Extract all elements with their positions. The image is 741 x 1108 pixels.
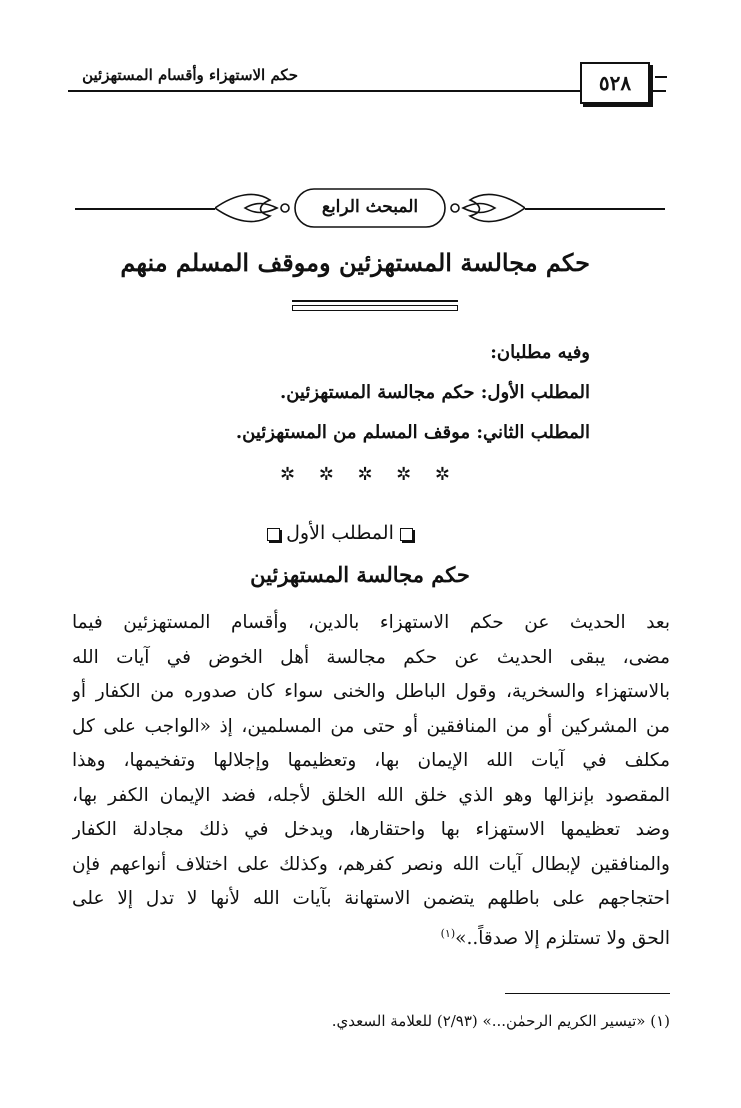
- body-line: مكلف في آيات الله الإيمان بها، وتعظيمها وإجلالها وتفخيمها، وهذا: [72, 750, 670, 771]
- footnote-ref[interactable]: (١): [440, 926, 456, 940]
- body-line: من المشركين أو من المنافقين أو حتى من المسلمين، إذ «الواجب على كل: [72, 715, 670, 737]
- separator-stars: [280, 464, 450, 485]
- section-ornament: [75, 182, 665, 232]
- body-line: بعد الحديث عن حكم الاستهزاء بالدين، وأقسام المستهزئين فيما: [72, 612, 670, 633]
- page-number-tick: [655, 76, 667, 78]
- footnote-rule: [505, 993, 670, 994]
- intro-lead: وفيه مطلبان:: [490, 342, 590, 363]
- title-underline: [292, 300, 458, 308]
- square-bullet-icon: [400, 528, 413, 541]
- ornament-line-left: [75, 208, 215, 210]
- subsection-heading: [230, 522, 450, 544]
- subsection-label: المطلب الأول: [286, 522, 394, 544]
- body-line: بالاستهزاء والسخرية، وقول الباطل والخنى سواء كان صدوره من الكفار أو: [72, 681, 670, 702]
- section-label: المبحث الرابع: [321, 197, 419, 217]
- body-line: والمنافقين لإبطال آيات الله ونصر كفرهم، وكذلك على اختلاف أنواعهم فإن: [72, 853, 670, 875]
- header-rule: [68, 90, 666, 92]
- intro-item-1: المطلب الأول: حكم مجالسة المستهزئين.: [279, 382, 590, 403]
- page-number: ٥٢٨: [580, 62, 650, 104]
- body-line: وضد تعظيمها الاستهزاء بها واحتقارها، ويدخل في ذلك مجادلة الكفار: [72, 819, 670, 840]
- body-line: مضى، يبقى الحديث عن حكم مجالسة أهل الخوض في آيات الله: [72, 646, 670, 668]
- body-line: احتجاجهم على باطلهم يتضمن الاستهانة بآيات الله لأنها لا تدل إلا على: [72, 888, 670, 909]
- square-bullet-icon: [267, 528, 280, 541]
- star-icon: ✲: [396, 464, 412, 485]
- subsection-title: حكم مجالسة المستهزئين: [250, 562, 470, 587]
- star-icon: ✲: [318, 464, 334, 485]
- star-icon: ✲: [280, 464, 296, 485]
- body-line-last: [72, 917, 670, 952]
- star-icon: ✲: [357, 464, 373, 485]
- running-title: حكم الاستهزاء وأقسام المستهزئين: [82, 66, 298, 84]
- section-title: حكم مجالسة المستهزئين وموقف المسلم منهم: [120, 248, 590, 277]
- body-line: الحق ولا تستلزم إلا صدقاً..»: [455, 927, 670, 949]
- ornament-line-right: [525, 208, 665, 210]
- body-paragraph: [72, 606, 670, 951]
- intro-item-2: المطلب الثاني: موقف المسلم من المستهزئين.: [235, 422, 590, 443]
- body-line: المقصود بإنزالها وهو الذي خلق الله الخلق لأجله، فضد الإيمان الكفر بها،: [72, 784, 670, 806]
- star-icon: ✲: [434, 464, 450, 485]
- footnote: (١) «تيسير الكريم الرحمٰن...» (٢/٩٣) للعلامة السعدي.: [331, 1012, 670, 1030]
